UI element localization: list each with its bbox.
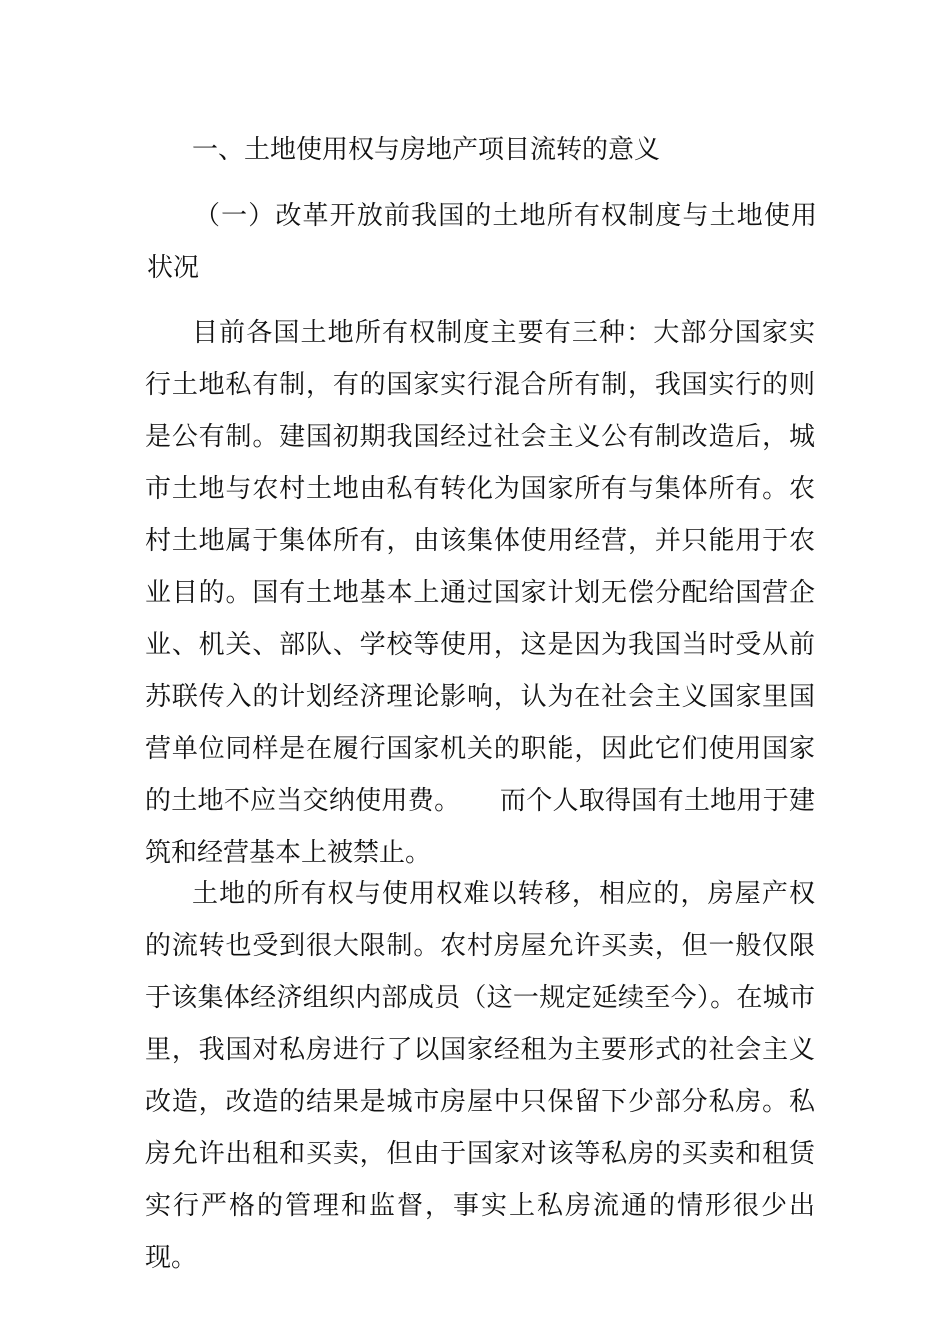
body-paragraph-2: 土地的所有权与使用权难以转移，相应的，房屋产权的流转也受到很大限制。农村房屋允许买卖，但一般仅限于该集体经济组织内部成员（这一规定延续至今）。在城市里，我国对私房进行了以国家经租为主要形式的社会主义改造，改造的结果是城市房屋中只保留下少部分私房。私房允许出租和买卖，但由于国家对该等私房的买卖和租赁实行严格的管理和监督，事实上私房流通的情形很少出现。: [145, 879, 815, 1273]
subsection-heading: （一）改革开放前我国的土地所有权制度与土地使用状况: [147, 201, 817, 283]
section-heading: 一、土地使用权与房地产项目流转的意义: [192, 135, 661, 165]
body-paragraph-1: 目前各国土地所有权制度主要有三种：大部分国家实行土地私有制，有的国家实行混合所有制，我国实行的则是公有制。建国初期我国经过社会主义公有制改造后，城市土地与农村土地由私有转化为国家所有与集体所有。农村土地属于集体所有，由该集体使用经营，并只能用于农业目的。国有土地基本上通过国家计划无偿分配给国营企业、机关、部队、学校等使用，这是因为我国当时受从前苏联传入的计划经济理论影响，认为在社会主义国家里国营单位同样是在履行国家机关的职能，因此它们使用国家的土地不应当交纳使用费。 而个人取得国有土地用于建筑和经营基本上被禁止。: [145, 318, 815, 868]
